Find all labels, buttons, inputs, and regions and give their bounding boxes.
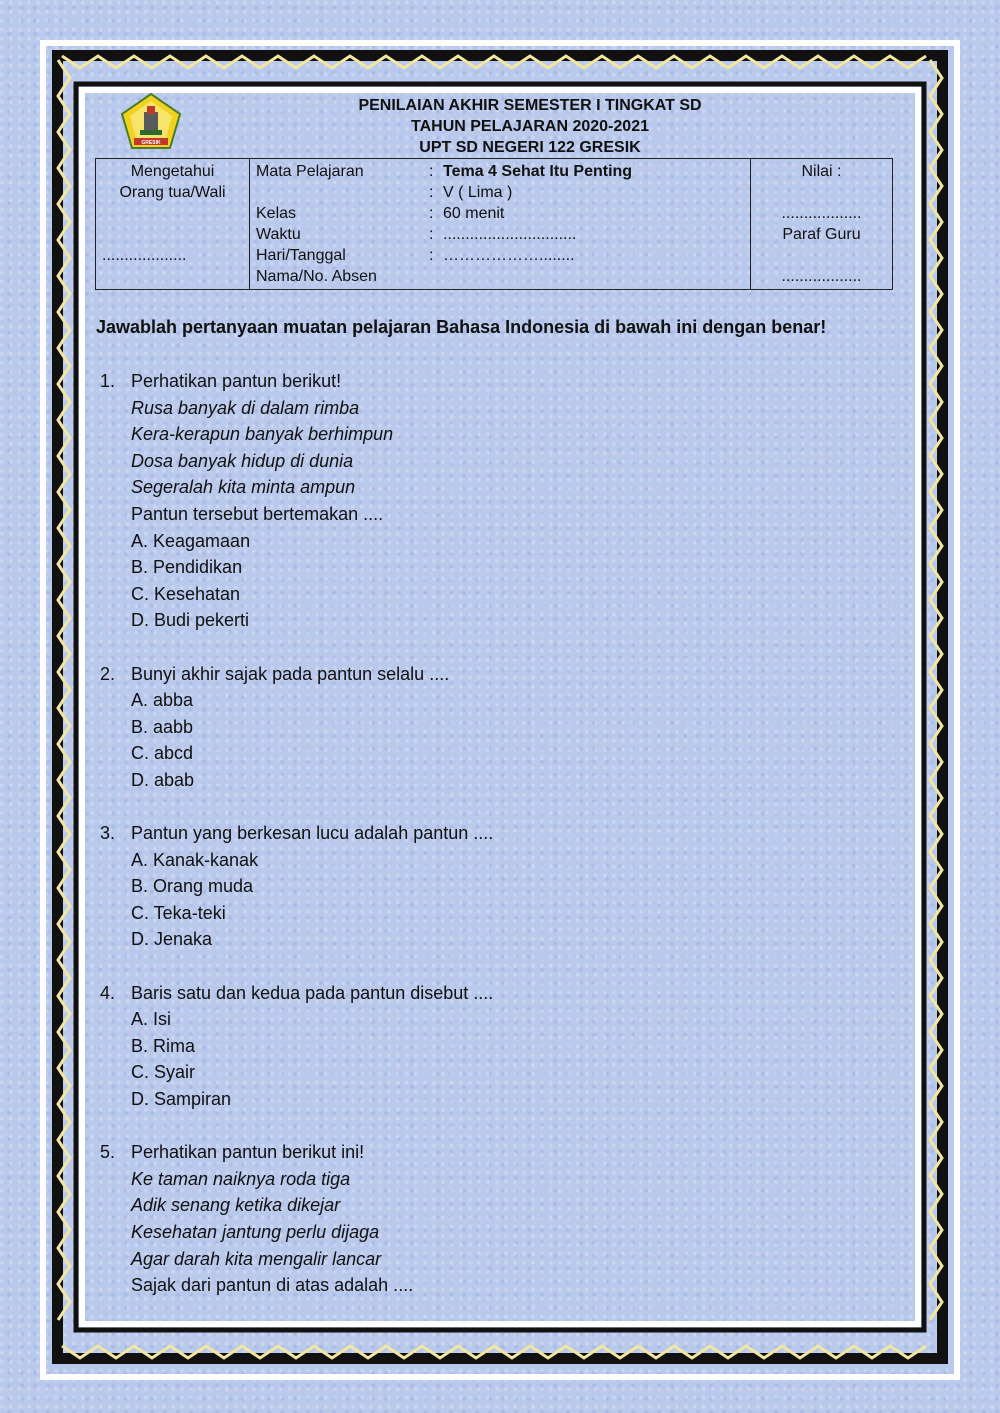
info-row: Waktu : ..............................	[256, 226, 577, 243]
subject-details-cell	[250, 159, 751, 290]
option-a[interactable]: A. Keagamaan	[131, 530, 251, 551]
question-1: 1. Perhatikan pantun berikut! Rusa banyak di dalam rimba Kera-kerapun banyak berhimpun Dosa banyak hidup di dunia Segeralah kita minta ampun Pantun tersebut bertemakan .... A. Keagamaan B. Pendidikan C. Kesehatan D. Budi pekerti	[100, 368, 880, 634]
option-c[interactable]: C. Kesehatan	[131, 583, 241, 604]
info-row: : V ( Lima )	[429, 184, 513, 201]
option-d[interactable]: D. Jenaka	[131, 929, 213, 950]
info-row: Nama/No. Absen	[256, 268, 377, 285]
parent-signature-cell: Mengetahui Orang tua/Wali ...................	[96, 159, 250, 290]
info-row: Kelas : 60 menit	[256, 205, 505, 222]
question-2: 2. Bunyi akhir sajak pada pantun selalu .... A. abba B. aabb C. abcd D. abab	[100, 661, 880, 794]
option-b[interactable]: B. Pendidikan	[131, 557, 243, 578]
option-a[interactable]: A. abba	[131, 690, 194, 711]
instruction-text: Jawablah pertanyaan muatan pelajaran Bahasa Indonesia di bawah ini dengan benar!	[96, 317, 827, 337]
option-b[interactable]: B. Orang muda	[131, 876, 254, 897]
poem-line: Dosa banyak hidup di dunia	[131, 450, 354, 471]
option-d[interactable]: D. abab	[131, 769, 195, 790]
option-c[interactable]: C. Syair	[131, 1062, 196, 1083]
poem-line: Adik senang ketika dikejar	[131, 1195, 341, 1216]
question-4: 4. Baris satu dan kedua pada pantun disebut .... A. Isi B. Rima C. Syair D. Sampiran	[100, 980, 880, 1113]
option-a[interactable]: A. Isi	[131, 1009, 172, 1030]
grade-cell: Nilai : .................. Paraf Guru ..................	[751, 159, 893, 290]
title-line-3: UPT SD NEGERI 122 GRESIK	[419, 139, 641, 156]
info-row: Mata Pelajaran : Tema 4 Sehat Itu Penting	[256, 163, 633, 180]
question-5: 5. Perhatikan pantun berikut ini! Ke taman naiknya roda tiga Adik senang ketika dikejar Kesehatan jantung perlu dijaga Agar darah kita mengalir lancar Sajak dari pantun di atas adalah ....	[100, 1139, 880, 1299]
school-logo-icon	[120, 92, 182, 150]
option-d[interactable]: D. Budi pekerti	[131, 610, 250, 631]
option-d[interactable]: D. Sampiran	[131, 1089, 232, 1110]
poem-line: Rusa banyak di dalam rimba	[131, 397, 360, 418]
info-row: Hari/Tanggal : ………………........	[256, 247, 575, 264]
poem-line: Ke taman naiknya roda tiga	[131, 1168, 351, 1189]
poem-line: Segeralah kita minta ampun	[131, 477, 356, 498]
exam-info-table	[95, 158, 893, 290]
option-a[interactable]: A. Kanak-kanak	[131, 849, 259, 870]
option-b[interactable]: B. aabb	[131, 716, 194, 737]
question-list	[100, 368, 880, 1299]
poem-line: Agar darah kita mengalir lancar	[131, 1248, 382, 1269]
svg-text:GRESIK: GRESIK	[141, 140, 161, 146]
option-c[interactable]: C. abcd	[131, 743, 194, 764]
question-3: 3. Pantun yang berkesan lucu adalah pantun .... A. Kanak-kanak B. Orang muda C. Teka-teki D. Jenaka	[100, 820, 880, 953]
title-line-2: TAHUN PELAJARAN 2020-2021	[411, 118, 649, 135]
title-line-1: PENILAIAN AKHIR SEMESTER I TINGKAT SD	[358, 97, 702, 114]
exam-title	[290, 95, 770, 158]
option-c[interactable]: C. Teka-teki	[131, 902, 226, 923]
option-b[interactable]: B. Rima	[131, 1035, 196, 1056]
poem-line: Kesehatan jantung perlu dijaga	[131, 1222, 380, 1242]
poem-line: Kera-kerapun banyak berhimpun	[131, 424, 394, 445]
